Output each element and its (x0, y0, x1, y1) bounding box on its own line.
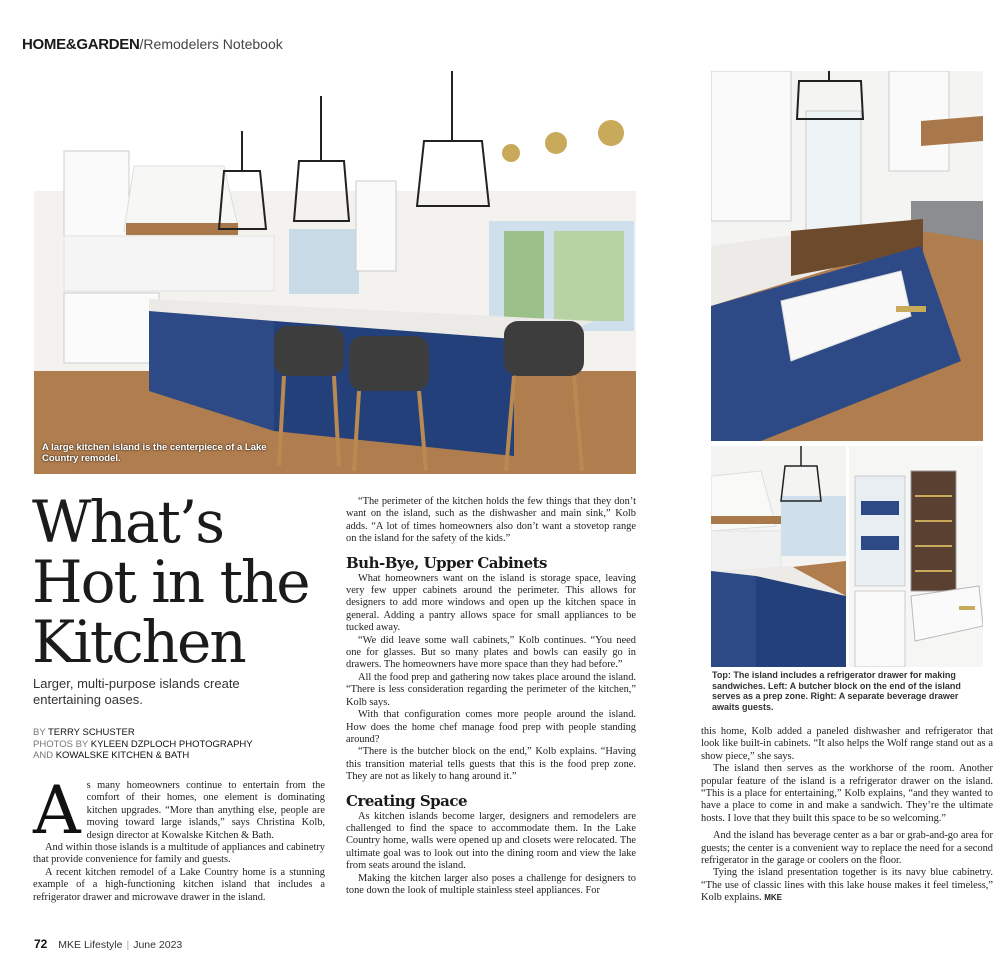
article-headline (32, 488, 322, 676)
paragraph: The island then serves as the workhorse of the room. Another popular feature of the island is a refrigerator drawer on the island. “This is a place for entertaining,” Kolb explains, “and they wanted to have a place to come in and make a sandwich. They’re the ultimate hosts. I love that they built this space to be so welcoming.” (701, 763, 993, 824)
paragraph: With that configuration comes more people around the island. How does the home chef manage food prep with people standing around? (346, 709, 636, 745)
byline-firm: KOWALSKE KITCHEN & BATH (55, 750, 190, 761)
paragraph: “There is the butcher block on the end,” Kolb explains. “Having this transition material tells guests that this is the food prep zone. They are not as likely to hang around it.” (346, 746, 636, 783)
body-column-2 (346, 496, 636, 897)
byline-photos-label: PHOTOS BY (33, 738, 89, 750)
headline-line-1: What’s (32, 488, 224, 556)
paragraph: All the food prep and gathering now takes place around the island. “There is less consideration regarding the perimeter of the kitchen,” Kolb says. (346, 671, 636, 708)
section-name: HOME&GARDEN (22, 36, 140, 53)
paragraph-intro-text: s many homeowners continue to entertain from the comfort of their homes, one element is dominating kitchen upgrades. “More than anything else, people are moving toward large islands,” says Christina Kolb, design director at Kowalske Kitchen & Bath. (86, 780, 325, 841)
article-byline (33, 727, 323, 762)
paragraph: this home, Kolb added a paneled dishwasher and refrigerator that look like built-in cabinets. “It also helps the Wolf range stand out as a show piece,” she says. (701, 726, 993, 762)
byline-by-label: BY (33, 727, 46, 738)
paragraph: As kitchen islands become larger, designers and remodelers are challenged to find the space to accommodate them. In the Lake Country home, walls were opened up and closets were relocated. The ultimate goal was to look out into the dining room and view the lake from seats around the island. (346, 810, 636, 872)
body-column-3 (701, 726, 993, 905)
subhead-upper-cabinets: Buh-Bye, Upper Cabinets (346, 553, 547, 572)
issue-date: June 2023 (133, 939, 183, 951)
byline-photographer: KYLEEN DZPLOCH PHOTOGRAPHY (90, 738, 253, 750)
paragraph: And the island has beverage center as a bar or grab-and-go area for guests; the center is a convenient way to replace the need for a second refrigerator in the garage or coolers on the floor. (701, 830, 993, 867)
page-number: 72 (34, 937, 48, 951)
paragraph: A recent kitchen remodel of a Lake Country home is a stunning example of a high-functioning kitchen island that includes a refrigerator drawer and microwave drawer in the island. (33, 866, 325, 903)
paragraph-last-text: Tying the island presentation together is its navy blue cabinetry. “The use of classic lines with this lake house makes it feel timeless,” Kolb explains. (701, 867, 993, 904)
butcher-block-photo (711, 446, 846, 667)
refrigerator-drawer-photo (711, 71, 983, 441)
byline-and-label: AND (33, 750, 54, 761)
paragraph: Making the kitchen larger also poses a challenge for designers to tone down the look of multiple stainless steel appliances. For (346, 872, 636, 896)
main-photo-caption: A large kitchen island is the centerpiece of a Lake Country remodel. (42, 442, 267, 464)
paragraph: “We did leave some wall cabinets,” Kolb continues. “You need one for glasses. But so many plates and bowls can easily go in drawers. The homeowners have more space than they had before.” (346, 634, 636, 671)
article-dek: Larger, multi-purpose islands create entertaining oases. (33, 676, 240, 707)
end-mark: MKE (764, 893, 782, 903)
beverage-drawer-photo (849, 446, 983, 667)
headline-line-2: Hot in the (32, 548, 309, 616)
subhead-creating-space: Creating Space (346, 791, 468, 810)
paragraph-intro (33, 772, 325, 849)
main-kitchen-photo (34, 71, 636, 474)
paragraph-last (701, 867, 993, 904)
page-footer (34, 937, 182, 951)
byline-author: TERRY SCHUSTER (47, 727, 135, 738)
footer-divider: | (126, 939, 130, 951)
paragraph: And within those islands is a multitude of appliances and cabinetry that provide convenience for family and guests. (33, 842, 325, 866)
paragraph: What homeowners want on the island is storage space, leaving very few upper cabinets around the perimeter. This allows for designers to add more windows and open up the kitchen space in general. Adding a pantry allows space for small appliances to be tucked away. (346, 572, 636, 634)
drop-cap: A (33, 772, 81, 849)
section-header (22, 36, 283, 53)
magazine-name: MKE Lifestyle (58, 939, 123, 951)
paragraph: “The perimeter of the kitchen holds the few things that they don’t want on the island, such as the dishwasher and main sink,” Kolb adds. “A lot of times homeowners also don’t want a stovetop range on the island for the safety of the kids.” (346, 496, 636, 545)
body-column-1 (33, 772, 325, 904)
subsection-name: /Remodelers Notebook (139, 36, 283, 52)
headline-line-3: Kitchen (32, 608, 245, 676)
photos-caption: Top: The island includes a refrigerator drawer for making sandwiches. Left: A butcher block on the end of the island serves as a prep zone. Right: A separate beverage drawer awaits guests. (712, 670, 961, 712)
